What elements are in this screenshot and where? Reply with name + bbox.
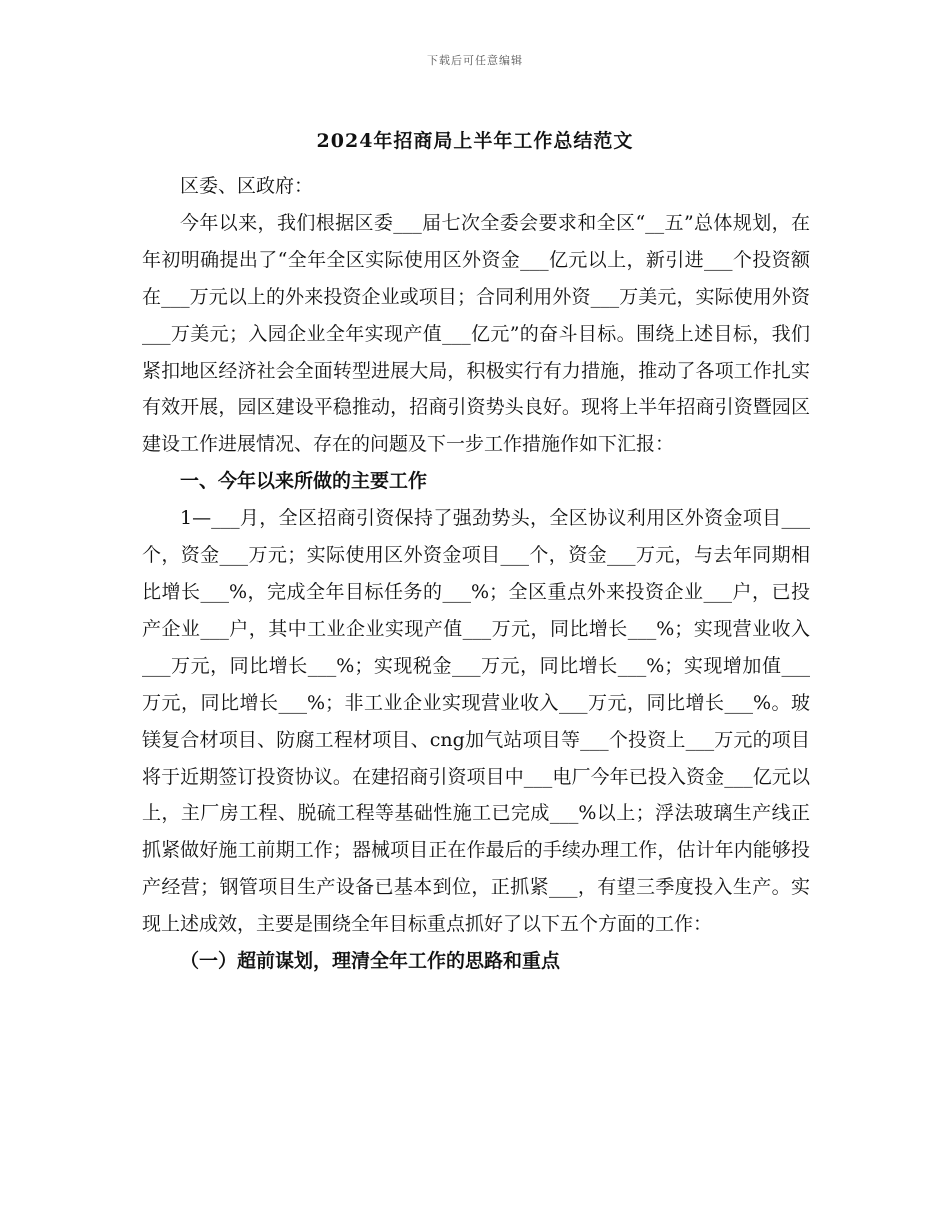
- header-note: 下载后可任意编辑: [427, 54, 523, 67]
- salutation: 区委、区政府：: [180, 175, 314, 197]
- subsection-heading-1: （一）超前谋划，理清全年工作的思路和重点: [180, 950, 561, 973]
- paragraph-intro: 今年以来，我们根据区委___届七次全委会要求和全区“__五”总体规划，在年初明确提出了“全年全区实际使用区外资金___亿元以上，新引进___个投资额在___万元以上的外来投资企业或项目；合同利用外资___万美元，实际使用外资___万美元；入园企业全年实现产值___亿元”的奋斗目标。围绕上述目标，我们紧扣地区经济社会全面转型进展大局，积极实行有力措施，推动了各项工作扎实有效开展，园区建设平稳推动，招商引资势头良好。现将上半年招商引资暨园区建设工作进展情况、存在的问题及下一步工作措施作如下汇报：: [142, 211, 810, 456]
- section-heading-1: 一、今年以来所做的主要工作: [180, 470, 428, 493]
- document-body: [142, 168, 810, 980]
- document-title: 2024年招商局上半年工作总结范文: [316, 130, 634, 152]
- paragraph-achievements: 1—___月，全区招商引资保持了强劲势头，全区协议利用区外资金项目___个，资金___万元；实际使用区外资金项目___个，资金___万元，与去年同期相比增长___%，完成全年目标任务的___%；全区重点外来投资企业___户，已投产企业___户，其中工业企业实现产值___万元，同比增长___%；实现营业收入___万元，同比增长___%；实现税金___万元，同比增长___%；实现增加值___万元，同比增长___%；非工业企业实现营业收入___万元，同比增长___%。玻镁复合材项目、防腐工程材项目、cng加气站项目等___个投资上___万元的项目将于近期签订投资协议。在建招商引资项目中___电厂今年已投入资金___亿元以上，主厂房工程、脱硫工程等基础性施工已完成___%以上；浮法玻璃生产线正抓紧做好施工前期工作；器械项目正在作最后的手续办理工作，估计年内能够投产经营；钢管项目生产设备已基本到位，正抓紧___，有望三季度投入生产。实现上述成效，主要是围绕全年目标重点抓好了以下五个方面的工作：: [142, 507, 810, 936]
